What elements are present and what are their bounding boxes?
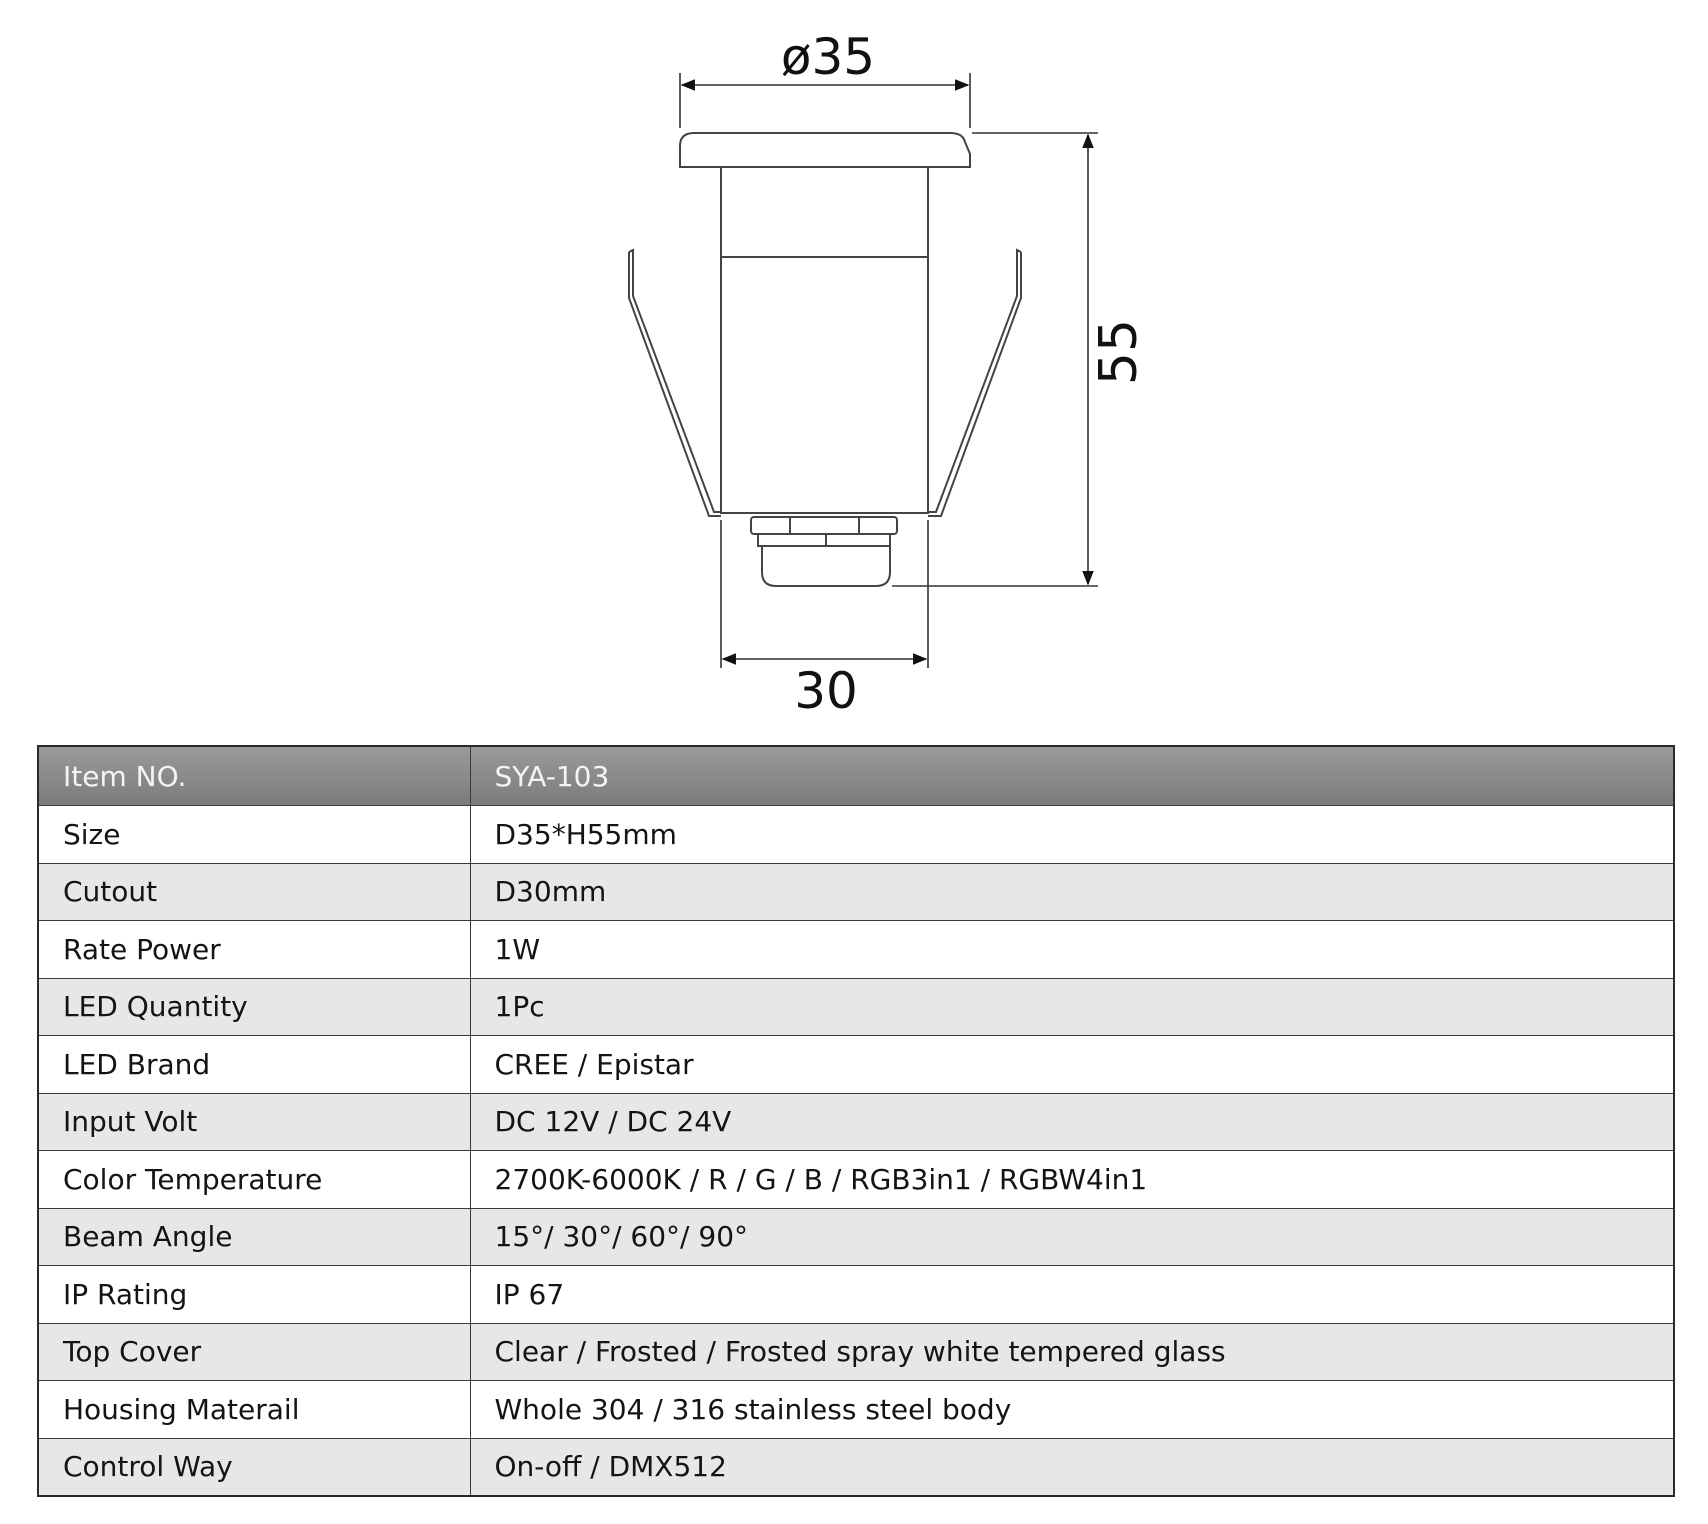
connector-plug [762, 546, 890, 586]
table-header-row [38, 746, 1674, 806]
table-row [38, 806, 1674, 864]
spring-clip-left [629, 250, 721, 516]
row-label: LED Quantity [38, 978, 470, 1036]
dimension-height-label: 55 [1089, 318, 1149, 386]
lamp-outline [629, 133, 1021, 586]
row-value: 1W [470, 921, 1674, 979]
row-label: Color Temperature [38, 1151, 470, 1209]
dimension-cutout-label: 30 [794, 662, 858, 720]
dimension-top-label: ø35 [780, 28, 876, 86]
row-label: Size [38, 806, 470, 864]
top-flange [680, 133, 970, 167]
spring-clip-right [928, 250, 1021, 516]
body-lower [721, 257, 928, 513]
row-value: DC 12V / DC 24V [470, 1093, 1674, 1151]
row-value: 1Pc [470, 978, 1674, 1036]
header-value: SYA-103 [470, 746, 1674, 806]
row-value: On-off / DMX512 [470, 1438, 1674, 1496]
row-value: IP 67 [470, 1266, 1674, 1324]
row-value: D30mm [470, 863, 1674, 921]
table-row [38, 1266, 1674, 1324]
table-row [38, 921, 1674, 979]
row-label: Housing Materail [38, 1381, 470, 1439]
table-row [38, 1323, 1674, 1381]
row-label: Cutout [38, 863, 470, 921]
connector-nut [751, 517, 897, 534]
row-value: 15°/ 30°/ 60°/ 90° [470, 1208, 1674, 1266]
header-label: Item NO. [38, 746, 470, 806]
spec-table [37, 745, 1675, 1497]
row-value: 2700K-6000K / R / G / B / RGB3in1 / RGBW4in1 [470, 1151, 1674, 1209]
spec-rows [38, 806, 1674, 1497]
row-label: Rate Power [38, 921, 470, 979]
table-row [38, 978, 1674, 1036]
dimension-height [892, 133, 1098, 586]
technical-drawing [0, 0, 1708, 740]
table-row [38, 1036, 1674, 1094]
row-label: Input Volt [38, 1093, 470, 1151]
row-value: D35*H55mm [470, 806, 1674, 864]
row-label: LED Brand [38, 1036, 470, 1094]
row-label: IP Rating [38, 1266, 470, 1324]
dimension-cutout [721, 520, 928, 668]
table-row [38, 1438, 1674, 1496]
row-label: Control Way [38, 1438, 470, 1496]
row-label: Beam Angle [38, 1208, 470, 1266]
row-value: Clear / Frosted / Frosted spray white tempered glass [470, 1323, 1674, 1381]
row-value: CREE / Epistar [470, 1036, 1674, 1094]
table-row [38, 1151, 1674, 1209]
table-row [38, 1093, 1674, 1151]
table-row [38, 1381, 1674, 1439]
row-label: Top Cover [38, 1323, 470, 1381]
table-row [38, 863, 1674, 921]
table-row [38, 1208, 1674, 1266]
body-upper [721, 167, 928, 257]
row-value: Whole 304 / 316 stainless steel body [470, 1381, 1674, 1439]
